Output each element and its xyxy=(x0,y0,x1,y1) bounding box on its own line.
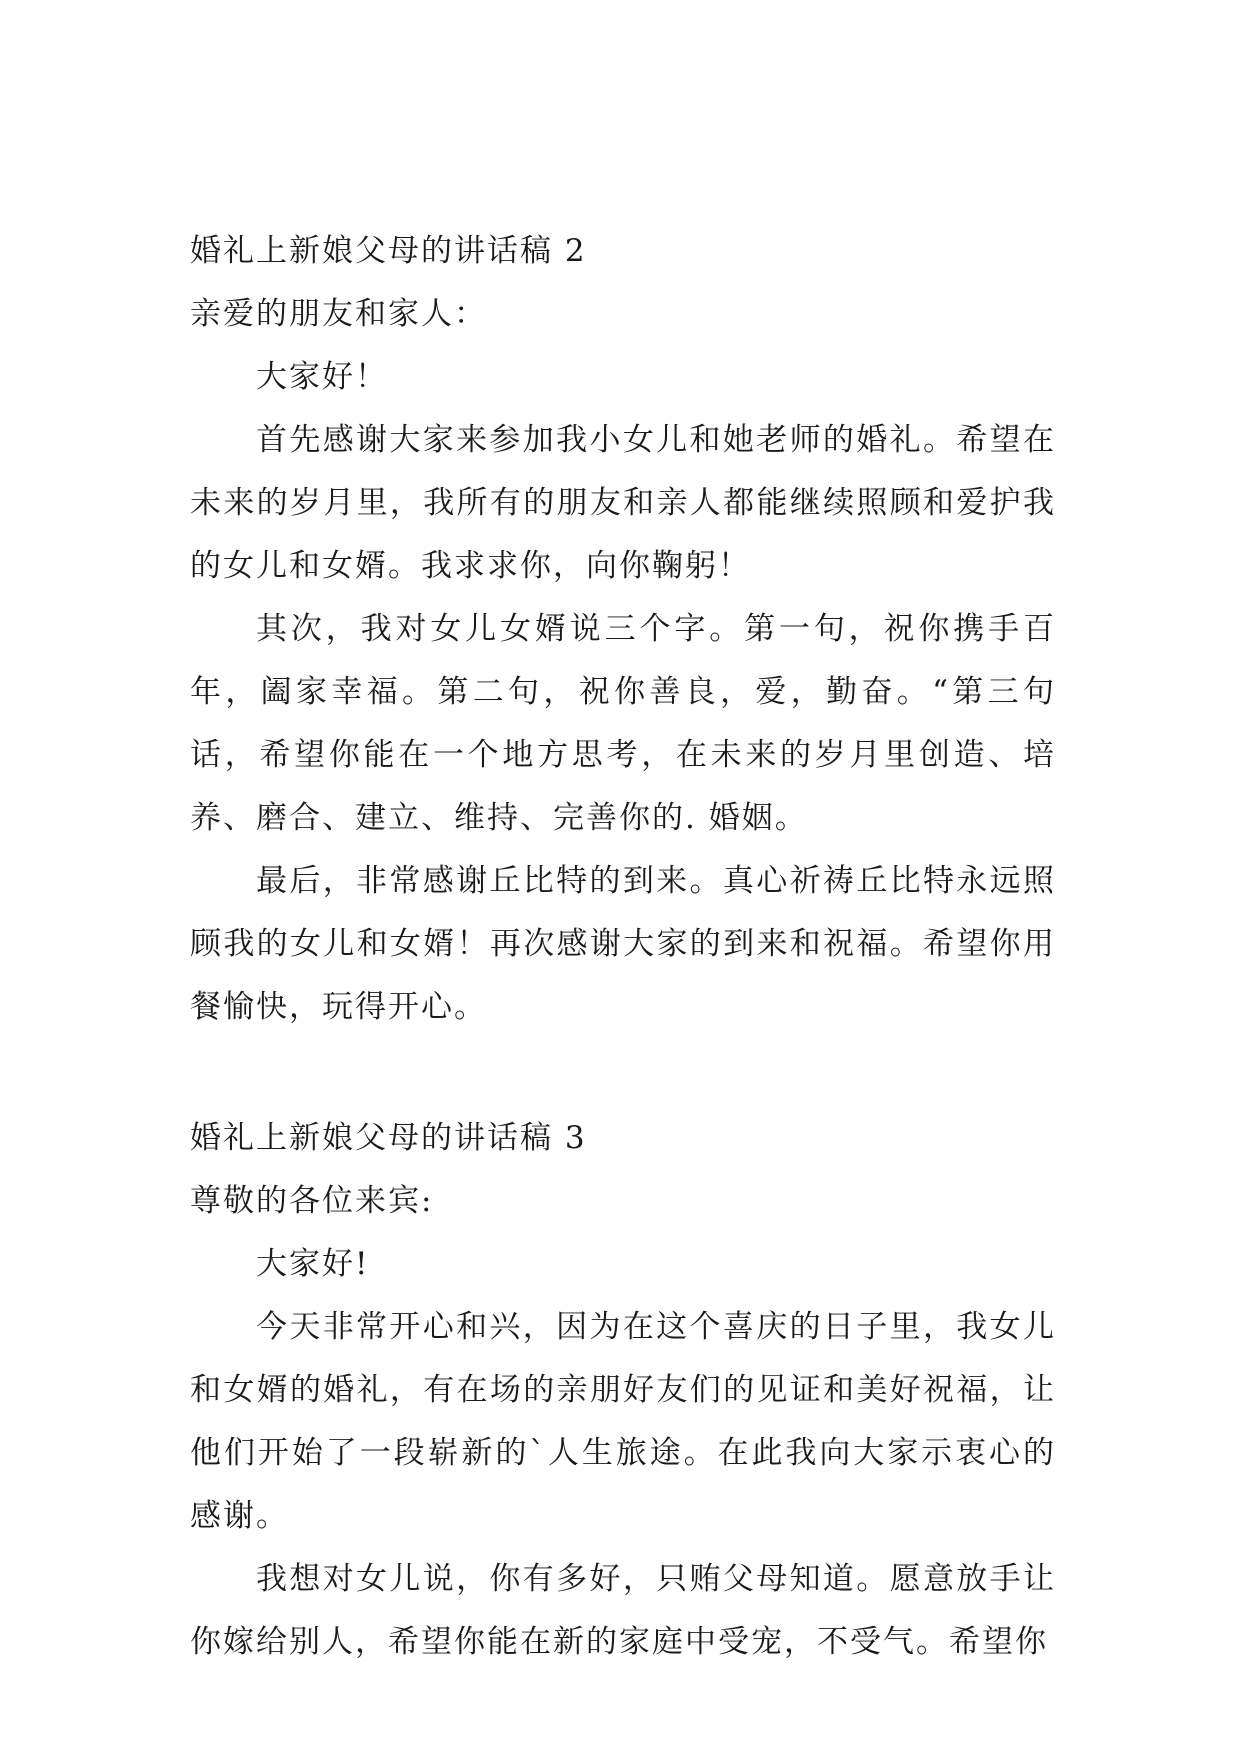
speech-title: 婚礼上新娘父母的讲话稿 2 xyxy=(190,233,587,269)
paragraph: 今天非常开心和兴，因为在这个喜庆的日子里，我女儿和女婿的婚礼，有在场的亲朋好友们的见证和美好祝福，让他们开始了一段崭新的`人生旅途。在此我向大家示衷心的感谢。 xyxy=(190,1309,1056,1534)
salutation: 亲爱的朋友和家人： xyxy=(190,296,487,332)
salutation: 尊敬的各位来宾: xyxy=(190,1183,434,1219)
paragraph: 首先感谢大家来参加我小女儿和她老师的婚礼。希望在未来的岁月里，我所有的朋友和亲人都能继续照顾和爱护我的女儿和女婿。我求求你，向你鞠躬！ xyxy=(190,422,1056,584)
paragraph: 我想对女儿说，你有多好，只贿父母知道。愿意放手让你嫁给别人，希望你能在新的家庭中受宠，不受气。希望你 xyxy=(190,1561,1056,1660)
paragraph: 其次，我对女儿女婿说三个字。第一句，祝你携手百年，阖家幸福。第二句，祝你善良，爱，勤奋。“第三句话，希望你能在一个地方思考，在未来的岁月里创造、培养、磨合、建立、维持、完善你的. 婚姻。 xyxy=(190,611,1056,836)
greeting: 大家好！ xyxy=(256,359,388,395)
speech-title: 婚礼上新娘父母的讲话稿 3 xyxy=(190,1120,587,1156)
document-content xyxy=(190,220,1056,1674)
greeting: 大家好! xyxy=(256,1246,370,1282)
paragraph: 最后，非常感谢丘比特的到来。真心祈祷丘比特永远照顾我的女儿和女婿！再次感谢大家的到来和祝福。希望你用餐愉快，玩得开心。 xyxy=(190,863,1056,1025)
speech-section-2 xyxy=(190,220,1056,1039)
section-spacer xyxy=(190,1039,1056,1107)
speech-section-3 xyxy=(190,1107,1056,1674)
